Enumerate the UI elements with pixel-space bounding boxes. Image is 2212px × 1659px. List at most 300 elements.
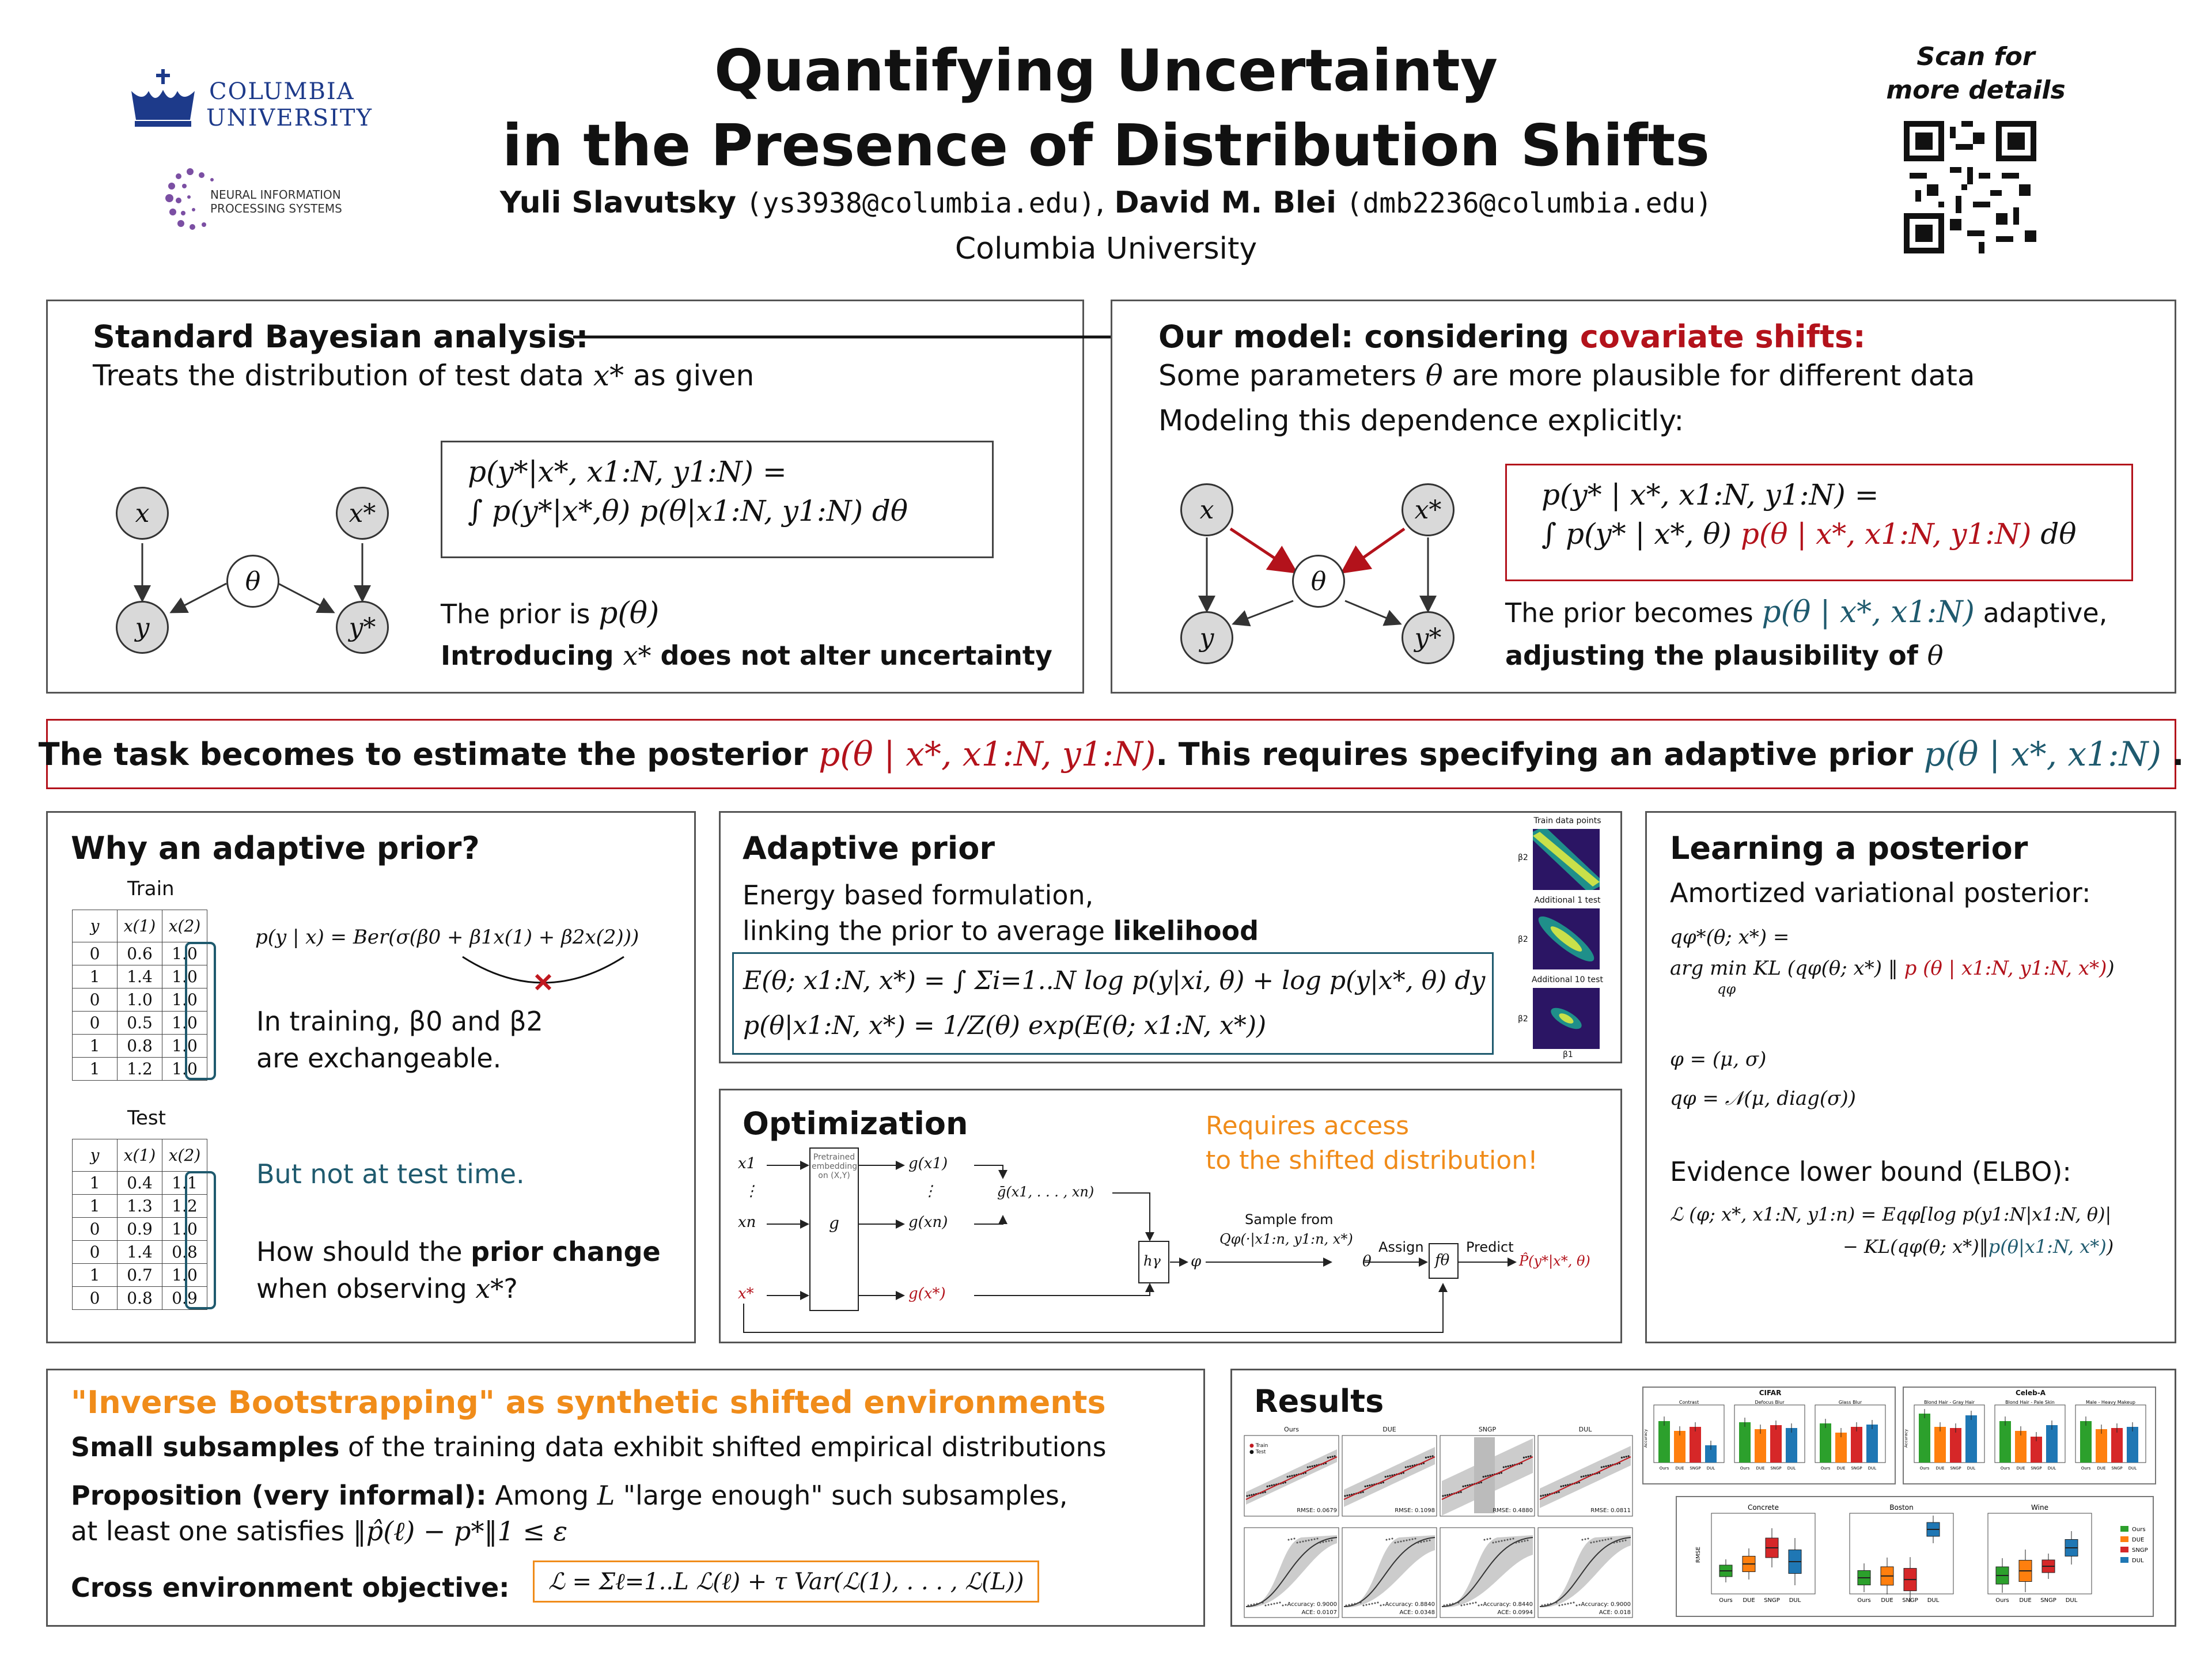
bar-subplot-title: Contrast [1679,1400,1699,1405]
bar-tick-label: DUL [1787,1466,1796,1471]
bar [1950,1428,1961,1463]
standard-prior-formula: p(θ) [599,596,660,631]
table-cell: 1 [73,1264,118,1287]
q-label: Qφ(·|x1:n, y1:n, x*) [1219,1231,1353,1247]
node-y: y [116,601,169,654]
email-2[interactable]: (dmb2236@columbia.edu) [1346,187,1713,219]
connecting-arrow [573,328,1149,346]
bar-tick-label: DUE [1675,1466,1684,1471]
classification-plot [1244,1527,1339,1618]
standard-title: Standard Bayesian analysis: [93,319,589,355]
question-1b: prior change [471,1236,661,1267]
email-1[interactable]: (ys3938@columbia.edu) [745,187,1096,219]
thumb-label-3: Additional 10 test [1532,975,1603,984]
table-cell: 1.2 [162,1195,207,1218]
bar-tick-label: Ours [1740,1466,1750,1471]
ace-label: ACE: 0.0348 [1399,1609,1435,1616]
bar [1999,1421,2011,1463]
bar [2096,1429,2107,1463]
bar [2127,1427,2138,1463]
test-label: Test [127,1107,166,1130]
cifar-chart [1642,1387,1896,1484]
results-title: Results [1254,1383,1384,1419]
exchangeable-line-1: In training, β0 and β2 [256,1006,543,1037]
banner-part-3: . [2172,736,2184,772]
thumb-axis-x: β1 [1563,1050,1573,1059]
table-cell: 1.0 [162,1058,207,1081]
bar [1934,1427,1946,1463]
affiliation: Columbia University [955,232,1257,266]
regression-plot [1342,1426,1437,1517]
bar-subplot-title: Blond Hair - Gray Hair [1924,1400,1975,1405]
bar-tick-label: Ours [1659,1466,1669,1471]
table-cell: 0.4 [118,1172,162,1195]
ace-label: ACE: 0.0994 [1497,1609,1533,1616]
node-x: x [1180,483,1233,536]
our-model-line2: Modeling this dependence explicitly: [1158,404,1684,437]
train-label: Train [127,877,175,900]
question-2-var: x* [475,1273,504,1304]
optimization-diagram-lines [721,1090,1624,1345]
our-model-line1-var: θ [1425,359,1443,392]
legend-swatch [2120,1536,2128,1542]
node-x: x [116,487,169,540]
table-cell: 1.4 [118,965,162,988]
table-cell: 1.1 [162,1172,207,1195]
neurips-logo [156,160,363,241]
box-tick-label: Ours [1995,1597,2009,1604]
exchangeable-note [256,1003,543,1077]
table-cell: 1.0 [162,1012,207,1035]
our-model-prior-text: The prior becomes [1505,597,1753,628]
adaptive-line-1: Energy based formulation, [743,880,1094,911]
thumb-10test [1533,988,1600,1049]
standard-note-var: x* [623,640,652,671]
box-tick-label: SNGP [1902,1597,1918,1604]
bar [1674,1431,1685,1463]
table-cell: 1 [73,1172,118,1195]
input-xn: xn [738,1214,756,1231]
table-cell: 0 [73,1218,118,1241]
bar-tick-label: SNGP [1851,1466,1862,1471]
title-line-2: in the Presence of Distribution Shifts [502,112,1710,179]
celeba-bars [1904,1398,2157,1484]
input-dots: ⋮ [744,1183,759,1200]
table-cell: 1.3 [118,1195,162,1218]
exchange-arc [451,951,635,1009]
prior-change-question [256,1233,661,1307]
columbia-logo [126,68,373,137]
bar [2080,1421,2092,1463]
table-cell: 1.0 [162,965,207,988]
bar [1786,1428,1797,1463]
learning-posterior-panel [1645,811,2176,1343]
prop-var: L [597,1480,615,1511]
question-1a: How should the [256,1236,463,1267]
phi-def: φ = (μ, σ) [1670,1048,1767,1071]
adaptive-title: Adaptive prior [743,830,995,866]
rmse-label: RMSE: 0.1098 [1395,1508,1435,1514]
thumb-axis-y: β2 [1518,1014,1528,1024]
banner-formula-1: p(θ | x*, x1:N, y1:N) [819,734,1156,774]
banner-part-2: . This requires specifying an adaptive prior [1156,736,1913,772]
standard-subtitle-end: as given [633,359,755,392]
qr-caption [1872,40,2080,107]
prior-equation: p(θ|x1:N, x*) = 1/Z(θ) exp(E(θ; x1:N, x*)) [743,1011,1267,1040]
train-x2-highlight [185,942,216,1080]
assign-label: Assign [1378,1239,1424,1255]
bar-tick-label: DUL [1967,1466,1976,1471]
box-ylabel: RMSE [1695,1546,1702,1563]
bar-tick-label: DUE [1756,1466,1765,1471]
box-title: Concrete [1747,1503,1779,1512]
bar-tick-label: Ours [1820,1466,1831,1471]
accuracy-label: Accuracy: 0.8440 [1483,1601,1533,1608]
ace-label: ACE: 0.0107 [1301,1609,1337,1616]
box-tick-label: Ours [1857,1597,1871,1604]
legend-label: DUL [2132,1558,2144,1564]
optimization-title: Optimization [743,1105,968,1142]
table-cell: 1.0 [162,1035,207,1058]
learning-title: Learning a posterior [1670,830,2028,866]
authors [403,185,1809,220]
celeba-title: Celeb-A [2015,1389,2046,1397]
elbo-2a: − KL(qφ(θ; x*)‖ [1843,1236,1988,1257]
bar-ylabel: Accuracy [1904,1429,1908,1448]
cifar-title: CIFAR [1759,1389,1782,1397]
regression-plot [1244,1426,1339,1517]
box-tick-label: SNGP [1764,1597,1780,1604]
argmin-sub: qφ [1717,981,1736,997]
node-y: y [1180,611,1233,664]
bar-tick-label: SNGP [1690,1466,1701,1471]
box-tick-label: DUL [1927,1597,1940,1604]
phi-label: φ [1191,1253,1202,1270]
our-model-line1-b: are more plausible for different data [1452,359,1975,392]
bar [1851,1427,1862,1463]
q-def: qφ = 𝒩(μ, diag(σ)) [1670,1087,1856,1110]
plot-title: DUE [1382,1426,1396,1433]
logistic-model-formula: p(y | x) = Ber(σ(β0 + β1x(1) + β2x(2))) [255,926,639,949]
celeba-chart [1903,1387,2156,1484]
bar [1820,1423,1831,1463]
accuracy-label: Accuracy: 0.9000 [1581,1601,1631,1608]
table-cell: 1 [73,1035,118,1058]
prop-2-formula: ‖p̂(ℓ) − p*‖1 ≤ ε [353,1516,568,1547]
prop-a: Among [495,1480,589,1511]
col-y: y [73,1139,118,1172]
banner-part-1: The task becomes to estimate the posterior [38,736,808,772]
bar-tick-label: DUL [2128,1466,2137,1471]
task-banner [38,719,2184,789]
legend-label: DUE [2132,1537,2145,1543]
bar-ylabel: Accuracy [1643,1429,1648,1448]
author-1: Yuli Slavutsky [499,185,736,220]
our-model-formula-1: p(y* | x*, x1:N, y1:N) = [1541,478,1879,512]
table-cell: 1.2 [118,1058,162,1081]
table-cell: 1 [73,1195,118,1218]
bar-tick-label: Ours [1919,1466,1930,1471]
adaptive-line-2a: linking the prior to average [743,915,1105,946]
bar-tick-label: DUL [1868,1466,1877,1471]
standard-formula-2: ∫ p(y*|x*,θ) p(θ|x1:N, y1:N) dθ [468,494,908,528]
argmin-c: ) [2107,957,2115,980]
bar-tick-label: DUE [1936,1466,1945,1471]
why-adaptive-panel [46,811,696,1343]
standard-prior [441,596,659,631]
h-gamma: hγ [1143,1253,1161,1269]
rmse-label: RMSE: 0.0811 [1590,1508,1631,1514]
legend-swatch [2120,1547,2128,1552]
poster-title [403,33,1809,183]
energy-equation: E(θ; x1:N, x*) = ∫ Σi=1..N log p(y|xi, θ) + log p(y|x*, θ) dy [743,966,1486,995]
g-xn: g(xn) [908,1214,948,1231]
qr-caption-2: more details [1886,75,2066,105]
thumb-axis-y: β2 [1518,853,1528,862]
regression-plot [1440,1426,1535,1517]
shift-note-1: Requires access [1206,1111,1410,1141]
table-cell: 1.0 [162,988,207,1012]
regression-svg [1440,1435,1535,1517]
g-x-star: g(x*) [908,1285,946,1302]
objective-formula: ℒ = Σℓ=1..L ℒ(ℓ) + τ Var(ℒ(1), . . . , ℒ(L)) [533,1560,1039,1603]
classification-plot [1342,1527,1437,1618]
neurips-name-1: NEURAL INFORMATION [210,188,341,202]
classification-plot [1440,1527,1535,1618]
node-x-star: x* [336,487,389,540]
bar [1755,1429,1766,1463]
inverse-bootstrapping-panel [46,1369,1205,1627]
box-title: Boston [1889,1503,1914,1512]
elbo-title: Evidence lower bound (ELBO): [1670,1156,2071,1187]
bar [2046,1425,2058,1463]
thumb-train [1533,829,1600,890]
crown-icon [126,68,200,131]
amortized-label: Amortized variational posterior: [1670,877,2091,908]
cifar-bars [1643,1398,1897,1484]
table-cell: 0.9 [162,1287,207,1310]
table-cell: 0.8 [118,1287,162,1310]
box-tick-label: DUL [1789,1597,1801,1604]
our-model-panel [1111,300,2176,694]
legend-swatch [2120,1526,2128,1532]
inverse-title: "Inverse Bootstrapping" as synthetic shifted environments [71,1384,1106,1421]
adaptive-line-2b: likelihood [1113,915,1259,946]
standard-prior-text: The prior is [441,599,590,630]
banner-formula-2: p(θ | x*, x1:N) [1923,734,2161,774]
plot-title: Ours [1284,1426,1299,1433]
standard-subtitle-text: Treats the distribution of test data [93,359,585,392]
standard-note [441,640,1052,671]
node-x-star: x* [1402,483,1455,536]
bar [1965,1415,1977,1463]
table-cell: 0.8 [162,1241,207,1264]
rmse-label: RMSE: 0.4880 [1493,1508,1533,1514]
question-2a: when observing [256,1273,467,1304]
adaptive-text [743,877,1259,949]
proposition [71,1478,1067,1549]
question-2-end: ? [503,1273,518,1304]
f-theta: fθ [1435,1252,1450,1269]
table-cell: 1 [73,1058,118,1081]
our-model-title-red: covariate shifts: [1580,319,1866,355]
our-model-prior [1505,595,2107,630]
regression-plot [1537,1426,1633,1517]
bar-subplot-title: Glass Blur [1838,1400,1862,1405]
table-header-row [73,1139,207,1172]
argmin-b: p (θ | x1:N, y1:N, x*) [1904,957,2107,980]
bar [1658,1421,1670,1463]
thumb-axis-y: β2 [1518,935,1528,944]
author-sep: , [1095,185,1105,220]
bar [1919,1414,1930,1463]
bar [2015,1431,2027,1463]
table-cell: 1 [73,965,118,988]
standard-bayesian-panel [46,300,1084,694]
bar-tick-label: Ours [2000,1466,2010,1471]
elbo-line-2 [1843,1236,2113,1257]
legend-label: SNGP [2132,1547,2148,1554]
bar [1866,1425,1878,1463]
table-cell: 0.6 [118,942,162,965]
exchangeable-line-2: are exchangeable. [256,1043,502,1074]
g-bar: ḡ(x1, . . . , xn) [997,1184,1094,1200]
title-line-1: Quantifying Uncertainty [714,37,1498,104]
box-tick-label: DUE [2019,1597,2032,1604]
our-model-title-plain: Our model: considering [1158,319,1570,355]
input-x-star: x* [738,1285,754,1302]
table-cell: 1.4 [118,1241,162,1264]
bar-tick-label: DUL [2047,1466,2056,1471]
legend-swatch [2120,1557,2128,1563]
bar [1770,1425,1782,1463]
standard-formula-1: p(y*|x*, x1:N, y1:N) = [468,455,787,488]
legend-label: Ours [2132,1527,2146,1533]
qr-caption-1: Scan for [1916,42,2035,71]
uci-boxplots [1676,1496,2154,1617]
test-time-note: But not at test time. [256,1158,525,1190]
elbo-2b: p(θ|x1:N, x*) [1988,1236,2107,1257]
col-x2: x(2) [162,910,207,942]
table-cell: 1.0 [162,1264,207,1287]
objective-label: Cross environment objective: [71,1572,510,1603]
predict-label: Predict [1466,1239,1514,1255]
argmin-eq [1670,957,2115,980]
box-title: Wine [2031,1503,2048,1512]
bar [2111,1428,2123,1463]
columbia-name-1: COLUMBIA [209,78,355,105]
our-model-formula-2a: ∫ p(y* | x*, θ) [1541,517,1732,551]
bar-tick-label: SNGP [2031,1466,2042,1471]
bar-subplot-title: Blond Hair - Pale Skin [2005,1400,2055,1405]
standard-note-1: Introducing [441,640,614,671]
col-x1: x(1) [118,910,162,942]
box-tick-label: DUL [2065,1597,2078,1604]
our-model-line1-a: Some parameters [1158,359,1416,392]
table-header-row [73,910,207,942]
standard-subtitle-var: x* [593,359,624,392]
table-cell: 0 [73,942,118,965]
col-x2: x(2) [162,1139,207,1172]
thumb-1test [1533,908,1600,969]
prop-2a: at least one satisfies [71,1516,345,1547]
thumb-label-2: Additional 1 test [1534,896,1601,905]
our-model-note [1505,640,1943,671]
bar-tick-label: SNGP [2111,1466,2123,1471]
g-dots: ⋮ [922,1183,937,1200]
posterior-thumbnails [1518,813,1613,1065]
test-x2-highlight [185,1171,216,1309]
our-model-note-var: θ [1927,640,1944,671]
plot-title: DUL [1578,1426,1592,1433]
table-cell: 0.9 [118,1218,162,1241]
bar-tick-label: DUE [2097,1466,2106,1471]
table-cell: 0 [73,1287,118,1310]
legend-train: Train [1255,1443,1268,1449]
optimization-panel [719,1089,1622,1343]
table-cell: 1.0 [118,988,162,1012]
prediction-output: P̂(y*|x*, θ) [1519,1253,1590,1269]
prop-b: "large enough" such subsamples, [623,1480,1068,1511]
q-star-eq: qφ*(θ; x*) = [1670,926,1790,949]
col-y: y [73,910,118,942]
bar [1739,1422,1751,1463]
plot-title: SNGP [1478,1426,1497,1433]
table-cell: 0 [73,1241,118,1264]
subsample-bold: Small subsamples [71,1431,340,1463]
theta-label: θ [1362,1253,1372,1270]
table-cell: 1.0 [162,942,207,965]
author-2: David M. Blei [1114,185,1336,220]
node-y-star: y* [336,601,389,654]
bar-tick-label: DUE [2016,1466,2025,1471]
ace-label: ACE: 0.018 [1599,1609,1631,1616]
results-panel [1230,1369,2176,1627]
regression-svg [1537,1435,1633,1517]
qr-code[interactable] [1904,121,2036,253]
columbia-name-2: UNIVERSITY [206,105,373,131]
argmin-a: arg min KL (qφ(θ; x*) ‖ [1670,957,1898,980]
node-theta: θ [1292,555,1345,608]
input-x1: x1 [738,1155,756,1172]
embedding-g: g [829,1214,839,1233]
bar-subplot-title: Defocus Blur [1755,1400,1785,1405]
shift-note-2: to the shifted distribution! [1206,1146,1538,1175]
elbo-2c: ) [2106,1236,2114,1257]
bar-tick-label: DUE [1836,1466,1846,1471]
boxplot-svg [1677,1497,2155,1618]
adaptive-formula-box [732,952,1494,1055]
legend-test: Test [1255,1449,1266,1455]
rmse-label: RMSE: 0.0679 [1297,1508,1337,1514]
subsample-line [71,1431,1107,1463]
regression-grid [1244,1426,1635,1622]
col-x1: x(1) [118,1139,162,1172]
box-tick-label: SNGP [2040,1597,2056,1604]
node-theta: θ [226,555,279,608]
subsample-rest: of the training data exhibit shifted empirical distributions [347,1431,1107,1463]
table-cell: 1.0 [162,1218,207,1241]
embedding-box-label: Pretrained embedding on (X,Y) [812,1153,858,1180]
g-x1: g(x1) [908,1155,948,1172]
our-model-formula-2b: p(θ | x*, x1:N, y1:N) [1740,517,2032,551]
bar-tick-label: SNGP [1950,1466,1961,1471]
accuracy-label: Accuracy: 0.8840 [1385,1601,1435,1608]
standard-note-2: does not alter uncertainty [660,640,1052,671]
our-model-note-text: adjusting the plausibility of [1505,640,1918,671]
thumb-label-1: Train data points [1533,816,1601,825]
table-cell: 0.8 [118,1035,162,1058]
